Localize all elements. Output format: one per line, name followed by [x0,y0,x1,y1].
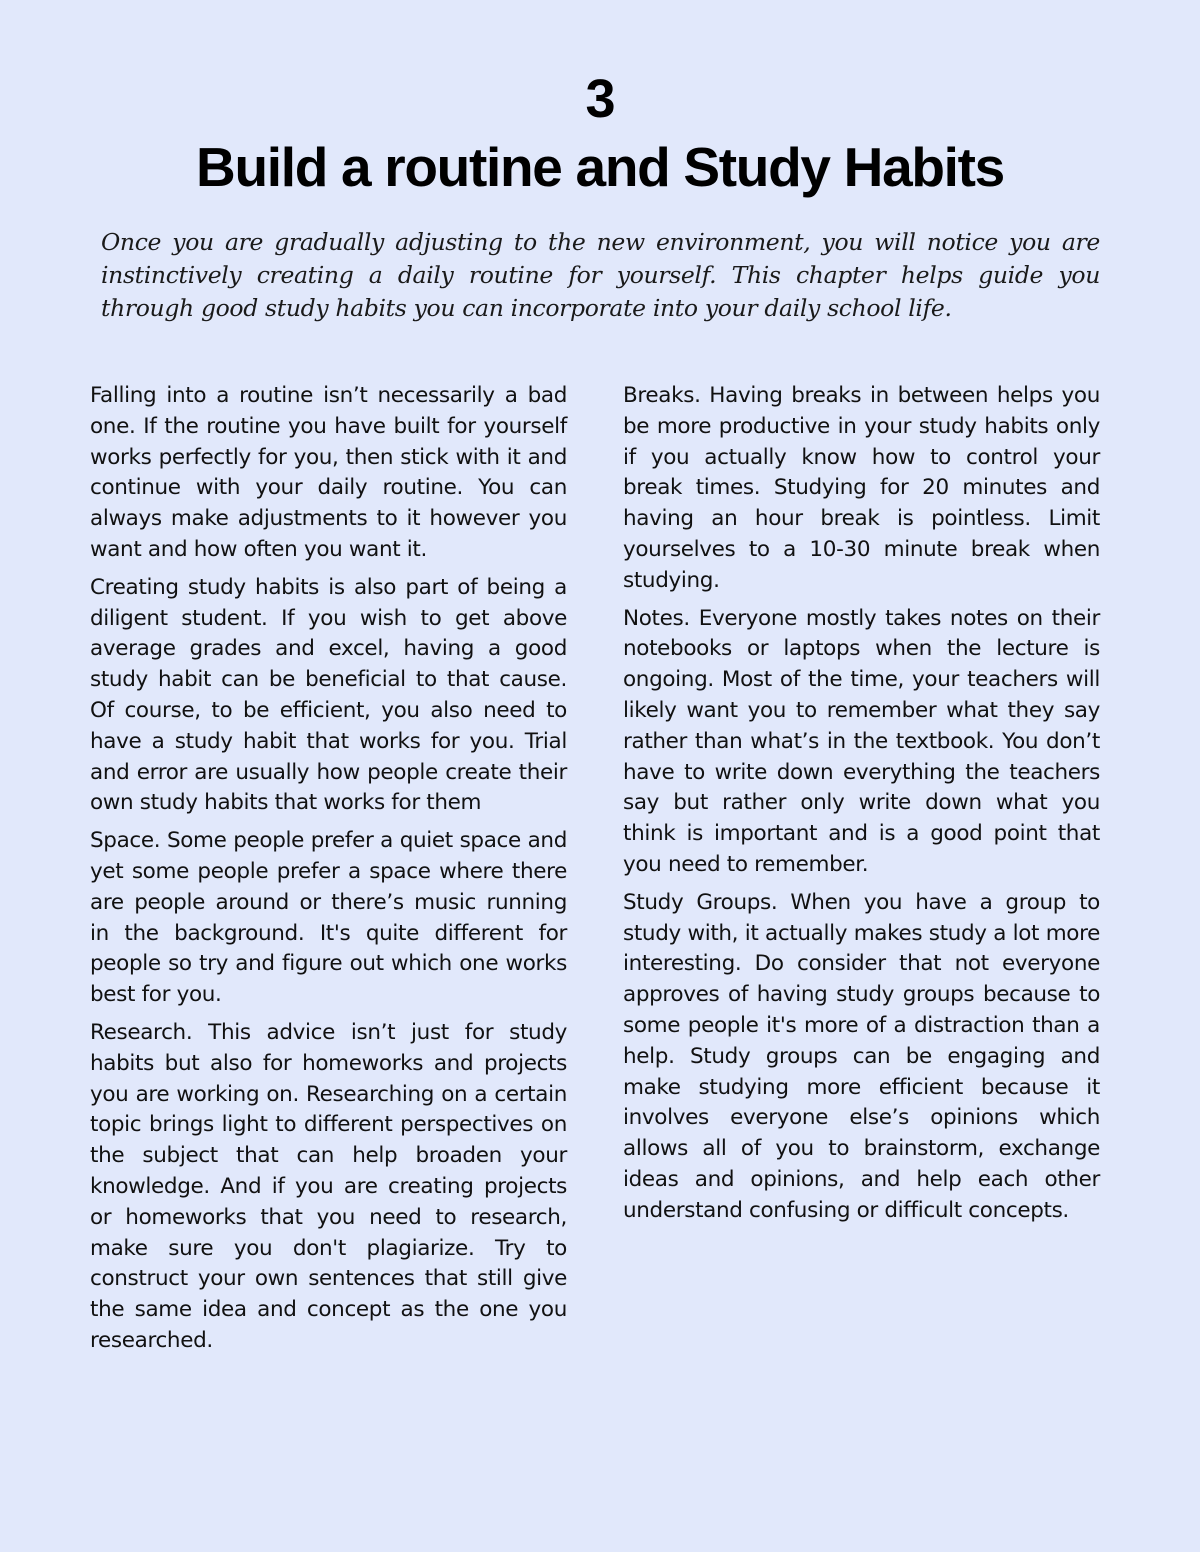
chapter-title: Build a routine and Study Habits [196,136,1004,198]
chapter-number: 3 [585,69,615,129]
chapter-intro: Once you are gradually adjusting to the new environment, you will notice you are instinctively creating a daily routine for yourself. This chapter helps guide you through good study habits you can incorporate into your daily school life. [101,228,1100,322]
right-column [623,381,1100,1234]
paragraph-breaks: Breaks. Having breaks in between helps you be more productive in your study habits only if you actually know how to control your break times. Studying for 20 minutes and having an hour break is pointless. Limit yourselves to a 10-30 minute break when studying. [623,383,1100,593]
paragraph-routine: Falling into a routine isn’t necessarily a bad one. If the routine you have built for yourself works perfectly for you, then stick with it and continue with your daily routine. You can always make adjustments to it however you want and how often you want it. [90,383,567,562]
paragraph-notes: Notes. Everyone mostly takes notes on their notebooks or laptops when the lecture is ongoing. Most of the time, your teachers will likely want you to remember what they say rather than what’s in the textbook. You don’t have to write down everything the teachers say but rather only write down what you think is important and is a good point that you need to remember. [623,605,1100,877]
paragraph-research: Research. This advice isn’t just for study habits but also for homeworks and projects you are working on. Researching on a certain topic brings light to different perspectives on the subject that can help broaden your knowledge. And if you are creating projects or homeworks that you need to research, make sure you don't plagiarize. Try to construct your own sentences that still give the same idea and concept as the one you researched. [90,1019,567,1353]
paragraph-study-groups: Study Groups. When you have a group to study with, it actually makes study a lot more interesting. Do consider that not everyone approves of having study groups because to some people it's more of a distraction than a help. Study groups can be engaging and make studying more efficient because it involves everyone else’s opinions which allows all of you to brainstorm, exchange ideas and opinions, and help each other understand confusing or difficult concepts. [623,889,1100,1223]
left-column [90,381,567,1364]
paragraph-study-habits: Creating study habits is also part of being a diligent student. If you wish to get above average grades and excel, having a good study habit can be beneficial to that cause. Of course, to be efficient, you also need to have a study habit that works for you. Trial and error are usually how people create their own study habits that works for them [90,574,567,816]
paragraph-space: Space. Some people prefer a quiet space and yet some people prefer a space where there are people around or there’s music running in the background. It's quite different for people so try and figure out which one works best for you. [90,828,567,1008]
